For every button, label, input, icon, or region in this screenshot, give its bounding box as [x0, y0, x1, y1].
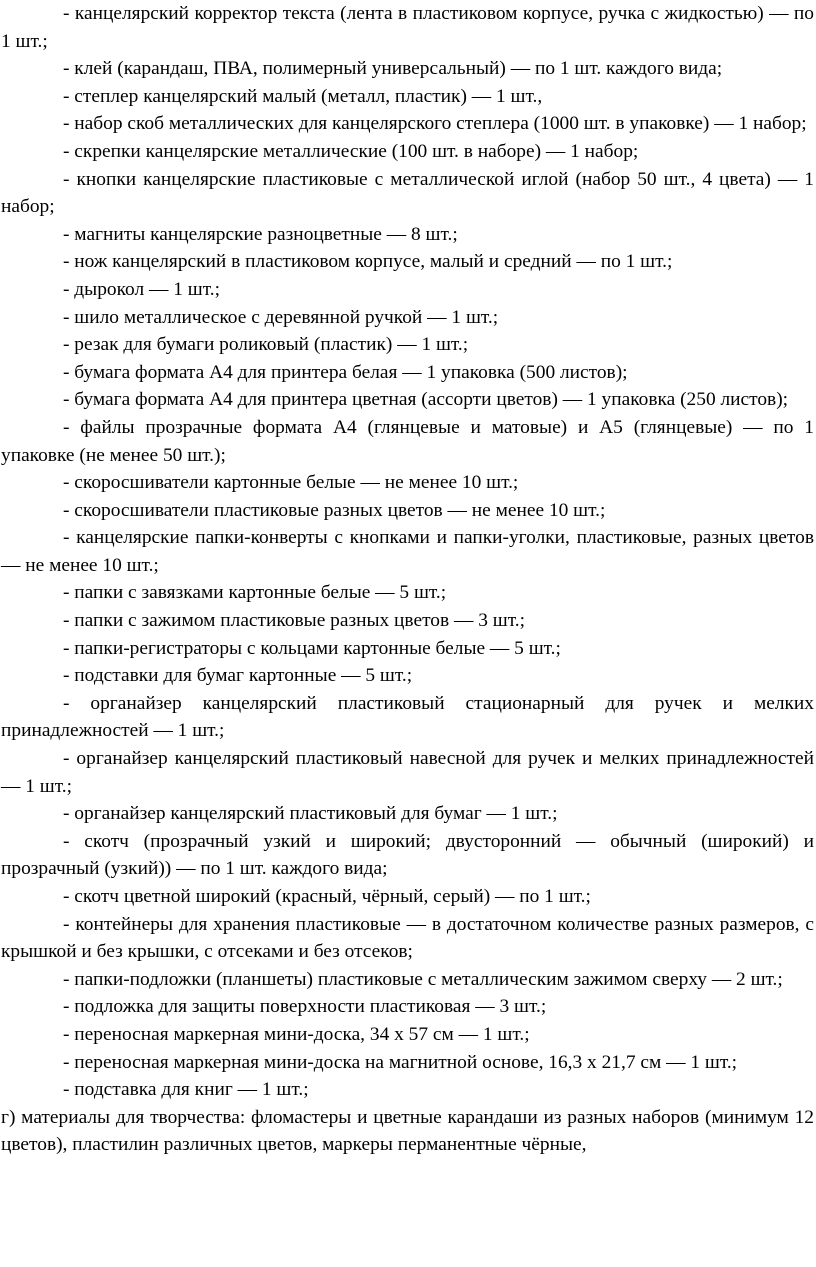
list-item: - бумага формата А4 для принтера белая — 1 упаковка (500 листов);	[63, 361, 628, 383]
list-item: - папки с завязками картонные белые — 5 шт.;	[63, 582, 447, 604]
list-item: - подставки для бумаг картонные — 5 шт.;	[63, 665, 413, 687]
materials-paragraph: г) материалы для творчества: фломастеры и цветные карандаши из разных наборов (минимум 12 цветов), пластилин различных цветов, маркеры перманентные чёрные,	[1, 1106, 814, 1156]
list-item: - дырокол — 1 шт.;	[63, 278, 220, 300]
list-item: - скотч (прозрачный узкий и широкий; двусторонний — обычный (широкий) и прозрачный (узкий)) — по 1 шт. каждого вида;	[1, 830, 814, 880]
list-item: - папки-регистраторы с кольцами картонные белые — 5 шт.;	[63, 637, 561, 659]
list-item: - подложка для защиты поверхности пластиковая — 3 шт.;	[63, 996, 547, 1018]
list-item: - набор скоб металлических для канцелярского степлера (1000 шт. в упаковке) — 1 набор;	[63, 113, 807, 135]
list-item: - степлер канцелярский малый (металл, пластик) — 1 шт.,	[63, 85, 543, 107]
list-item: - папки-подложки (планшеты) пластиковые с металлическим зажимом сверху — 2 шт.;	[63, 968, 783, 990]
list-item: - скотч цветной широкий (красный, чёрный, серый) — по 1 шт.;	[63, 886, 591, 907]
list-item: - папки с зажимом пластиковые разных цветов — 3 шт.;	[63, 610, 525, 632]
list-item: - скоросшиватели пластиковые разных цветов — не менее 10 шт.;	[63, 499, 606, 521]
list-item: - органайзер канцелярский пластиковый навесной для ручек и мелких принадлежностей — 1 шт.;	[1, 748, 814, 797]
list-item: - скрепки канцелярские металлические (100 шт. в наборе) — 1 набор;	[63, 140, 639, 162]
list-item: - органайзер канцелярский пластиковый стационарный для ручек и мелких принадлежностей — 1 шт.;	[1, 692, 814, 742]
list-item: - контейнеры для хранения пластиковые — в достаточном количестве разных размеров, с крышкой и без крышки, с отсеками и без отсеков;	[1, 913, 814, 963]
list-item: - резак для бумаги роликовый (пластик) — 1 шт.;	[63, 334, 469, 356]
list-item: - кнопки канцелярские пластиковые с металлической иглой (набор 50 шт., 4 цвета) — 1 набор;	[1, 168, 814, 218]
list-item: - скоросшиватели картонные белые — не менее 10 шт.;	[63, 472, 519, 494]
list-item: - канцелярский корректор текста (лента в пластиковом корпусе, ручка с жидкостью) — по 1 шт.;	[1, 3, 814, 52]
list-item: - файлы прозрачные формата А4 (глянцевые и матовые) и А5 (глянцевые) — по 1 упаковке (не менее 50 шт.);	[1, 416, 814, 466]
list-item: - магниты канцелярские разноцветные — 8 шт.;	[63, 223, 458, 245]
list-item: - шило металлическое с деревянной ручкой — 1 шт.;	[63, 306, 499, 328]
list-item: - органайзер канцелярский пластиковый для бумаг — 1 шт.;	[63, 803, 558, 825]
list-item: - переносная маркерная мини-доска, 34 х 57 см — 1 шт.;	[63, 1023, 530, 1045]
list-item: - переносная маркерная мини-доска на магнитной основе, 16,3 х 21,7 см — 1 шт.;	[63, 1051, 738, 1073]
list-item: - канцелярские папки-конверты с кнопками и папки-уголки, пластиковые, разных цветов — не менее 10 шт.;	[1, 527, 814, 576]
list-item: - клей (карандаш, ПВА, полимерный универсальный) — по 1 шт. каждого вида;	[63, 58, 723, 80]
list-item: - подставка для книг — 1 шт.;	[63, 1079, 309, 1101]
list-item: - нож канцелярский в пластиковом корпусе, малый и средний — по 1 шт.;	[63, 251, 673, 273]
supply-list	[1, 0, 814, 1104]
list-item: - бумага формата А4 для принтера цветная (ассорти цветов) — 1 упаковка (250 листов);	[63, 389, 789, 411]
